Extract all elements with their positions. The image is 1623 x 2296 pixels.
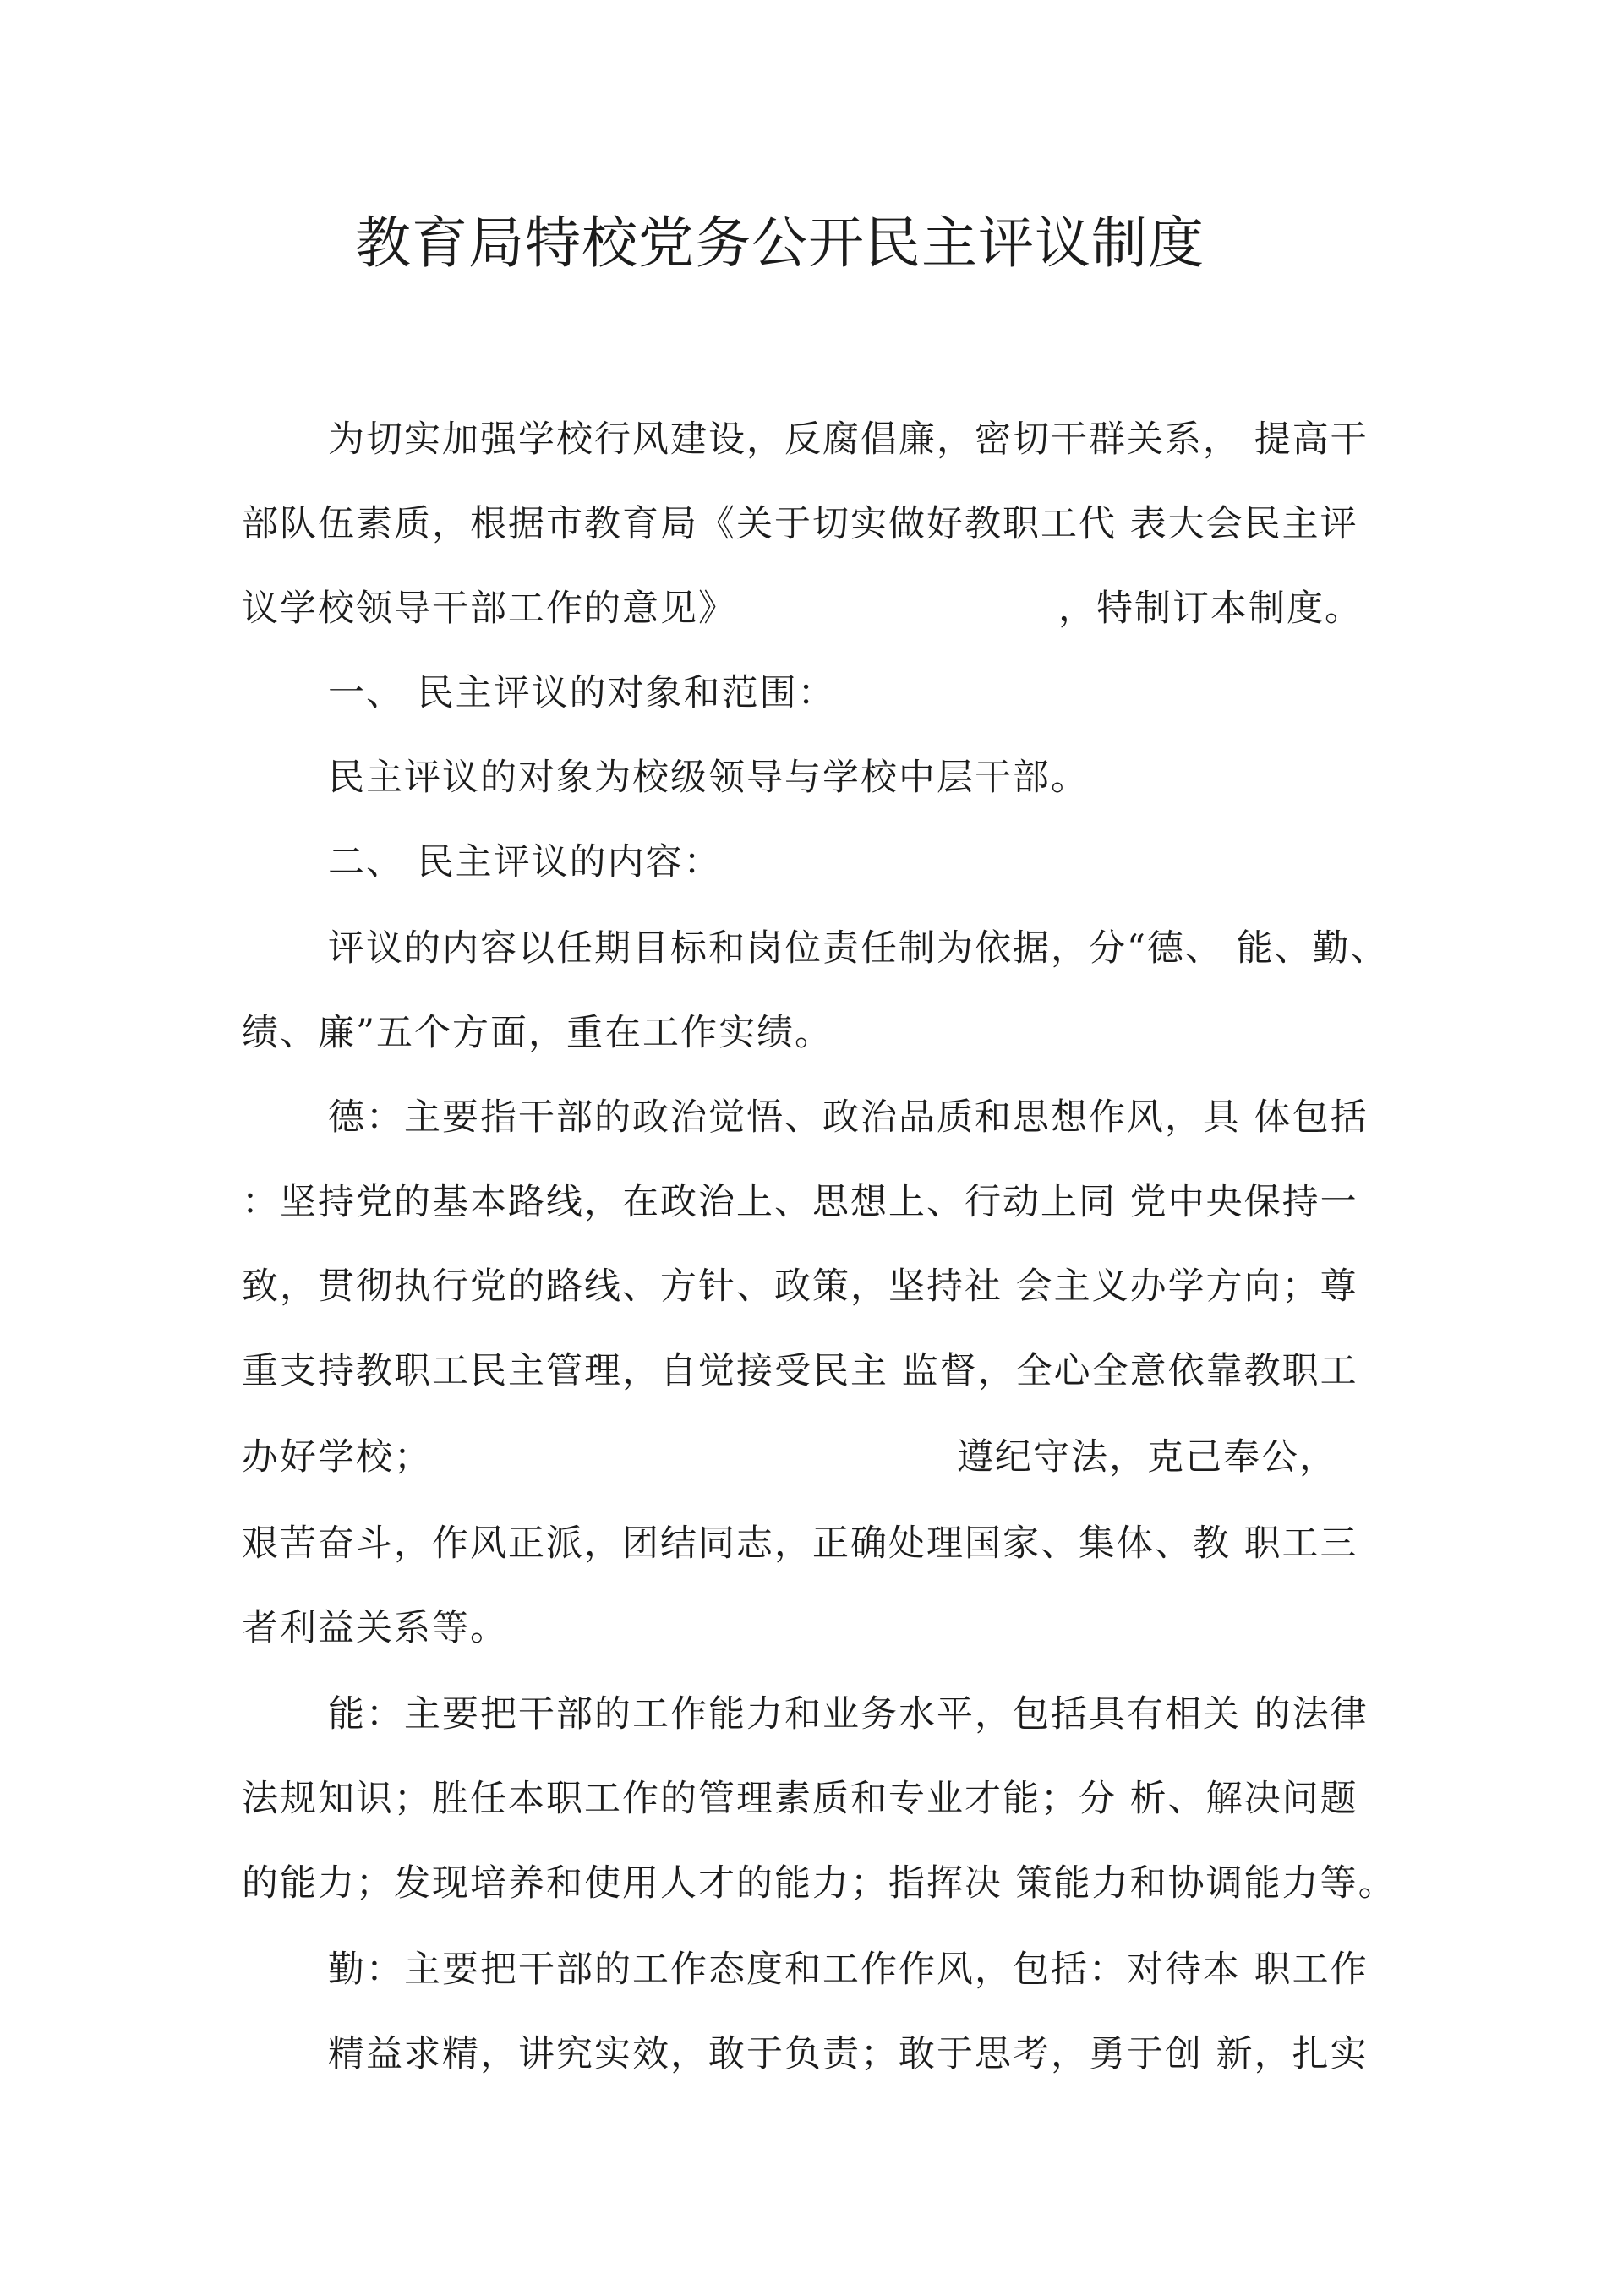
paragraph-line-12: 艰苦奋斗，作风正派，团结同志，正确处理国家、集体、教 职工三 (242, 1522, 1358, 1565)
paragraph-line-1: 为切实加强学校行风建设，反腐倡廉，密切干群关系， 提高干 (328, 418, 1369, 461)
paragraph-line-14: 能：主要把干部的工作能力和业务水平，包括具有相关 的法律 (328, 1693, 1369, 1736)
section-heading-1: 一、 民主评议的对象和范围： (328, 672, 836, 714)
paragraph-line-8: ：坚持党的基本路线，在政治上、思想上、行动上同 党中央保持一 (242, 1181, 1358, 1223)
paragraph-line-7: 德：主要指干部的政治觉悟、政治品质和思想作风，具 体包括 (328, 1096, 1369, 1139)
paragraph-line-11b: 遵纪守法，克己奉公， (957, 1436, 1337, 1479)
paragraph-line-10: 重支持教职工民主管理，自觉接受民主 监督，全心全意依靠教职工 (242, 1350, 1358, 1392)
paragraph-line-9: 致，贯彻执行党的路线、方针、政策，坚持社 会主义办学方向；尊 (242, 1266, 1358, 1308)
paragraph-line-18: 精益求精，讲究实效，敢于负责；敢于思考，勇于创 新，扎实 (328, 2033, 1369, 2075)
paragraph-line-6: 绩、廉”五个方面，重在工作实绩。 (242, 1012, 833, 1054)
paragraph-line-17: 勤：主要把干部的工作态度和工作作风，包括：对待本 职工作 (328, 1949, 1369, 1991)
paragraph-line-3: 议学校领导干部工作的意见》 (242, 588, 736, 630)
document-title: 教育局特校党务公开民主评议制度 (355, 210, 1205, 276)
paragraph-line-13: 者利益关系等。 (242, 1607, 508, 1649)
section-heading-2: 二、 民主评议的内容： (328, 841, 722, 883)
paragraph-line-3b: ，特制订本制度。 (1058, 588, 1363, 630)
paragraph-line-5: 评议的内容以任期目标和岗位责任制为依据，分“德、 能、勤、 (328, 927, 1389, 970)
paragraph-line-2: 部队伍素质，根据市教育局《关于切实做好教职工代 表大会民主评 (242, 503, 1358, 545)
paragraph-line-11: 办好学校； (242, 1436, 432, 1479)
paragraph-line-16: 的能力；发现培养和使用人才的能力；指挥决 策能力和协调能力等。 (242, 1862, 1396, 1905)
paragraph-line-15: 法规知识；胜任本职工作的管理素质和专业才能；分 析、解决问题 (242, 1778, 1358, 1820)
paragraph-line-4: 民主评议的对象为校级领导与学校中层干部。 (328, 757, 1089, 799)
